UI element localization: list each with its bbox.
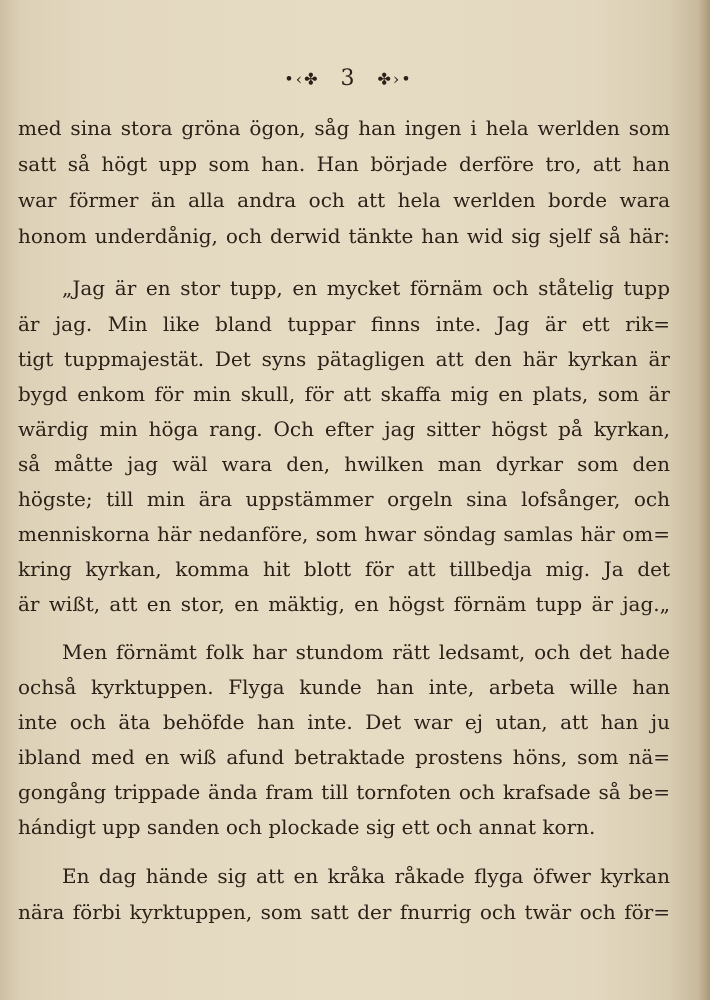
text-line: högste; till min ära uppstämmer orgeln sina lofsånger, och (18, 487, 670, 511)
text-line: wärdig min höga rang. Och efter jag sitter högst på kyrkan, (18, 417, 670, 441)
text-line: menniskorna här nedanföre, som hwar söndag samlas här om= (18, 522, 670, 546)
ornament-left: •‹✤ (284, 69, 320, 89)
text-line: med sina stora gröna ögon, såg han ingen i hela werlden som (18, 116, 670, 140)
text-line: Men förnämt folk har stundom rätt ledsamt, och det hade (62, 640, 670, 664)
text-line: är jag. Min like bland tuppar finns inte. Jag är ett rik= (18, 312, 670, 336)
text-line: inte och äta behöfde han inte. Det war ej utan, att han ju (18, 710, 670, 734)
text-line: war förmer än alla andra och att hela werlden borde wara (18, 188, 670, 212)
text-line: ibland med en wiß afund betraktade prostens höns, som nä= (18, 745, 670, 769)
text-line: „Jag är en stor tupp, en mycket förnäm och ståtelig tupp (62, 276, 670, 300)
text-line: nära förbi kyrktuppen, som satt der fnurrig och twär och för= (18, 900, 670, 924)
text-line: honom underdånig, och derwid tänkte han wid sig sjelf så här: (18, 224, 670, 248)
text-line: tigt tuppmajestät. Det syns pätagligen att den här kyrkan är (18, 347, 670, 371)
text-line: satt så högt upp som han. Han började derföre tro, att han (18, 152, 670, 176)
text-line: ochså kyrktuppen. Flyga kunde han inte, arbeta wille han (18, 675, 670, 699)
page-header (0, 66, 697, 91)
text-line: hándigt upp sanden och plockade sig ett och annat korn. (18, 815, 596, 839)
text-line: bygd enkom för min skull, för att skaffa mig en plats, som är (18, 382, 670, 406)
page-edge (697, 0, 710, 1000)
text-line: En dag hände sig att en kråka råkade flyga öfwer kyrkan (62, 864, 670, 888)
text-line: kring kyrkan, komma hit blott för att tillbedja mig. Ja det (18, 557, 670, 581)
ornament-right: ✤›• (377, 69, 413, 89)
text-line: så måtte jag wäl wara den, hwilken man dyrkar som den (18, 452, 670, 476)
text-line: är wißt, att en stor, en mäktig, en högst förnäm tupp är jag.„ (18, 592, 670, 616)
text-line: gongång trippade ända fram till tornfoten och krafsade så be= (18, 780, 670, 804)
page-number: 3 (340, 66, 357, 91)
